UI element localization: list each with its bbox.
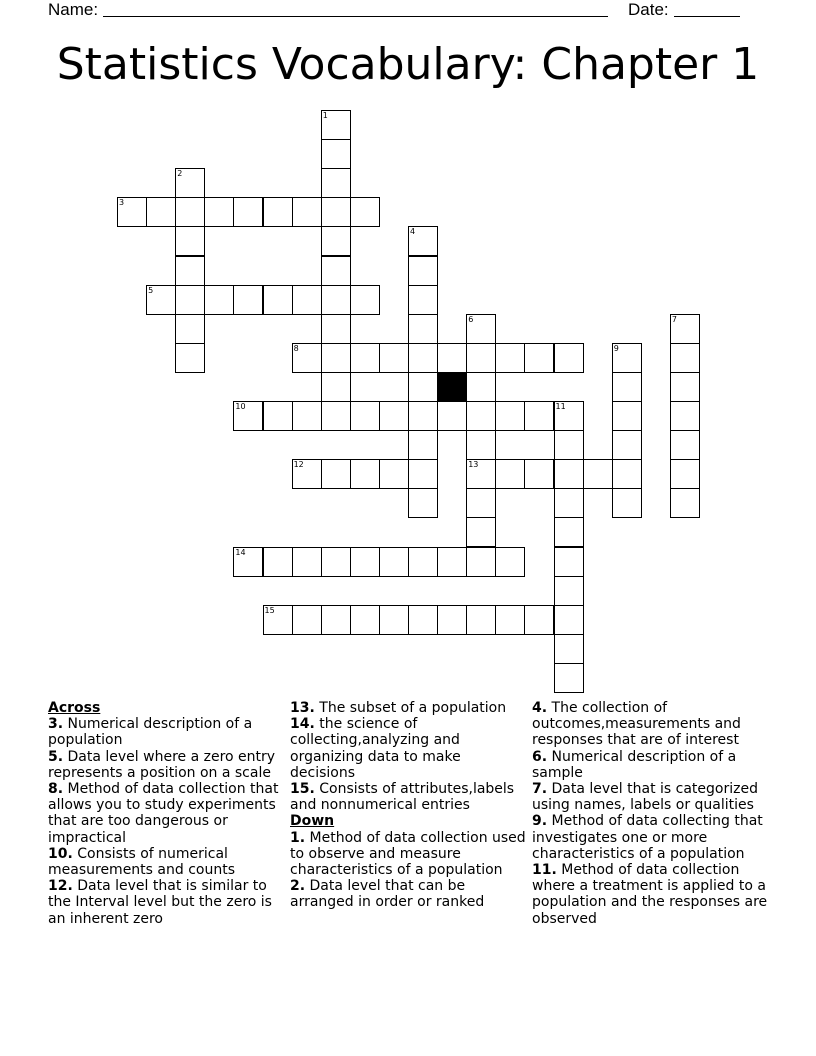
grid-cell[interactable] — [379, 459, 409, 489]
grid-cell[interactable] — [379, 547, 409, 577]
clue-number: 3 — [119, 198, 125, 208]
clue-item-text: Method of data collecting that investigates one or more characteristics of a population — [532, 813, 763, 862]
clue-item — [290, 878, 526, 910]
clue-item-number: 12. — [48, 878, 73, 895]
grid-cell[interactable] — [350, 459, 380, 489]
grid-cell[interactable] — [321, 372, 351, 402]
grid-cell[interactable] — [495, 605, 525, 635]
grid-cell[interactable] — [263, 401, 293, 431]
grid-cell[interactable] — [466, 314, 496, 344]
grid-cell[interactable] — [408, 372, 438, 402]
grid-cell[interactable] — [466, 517, 496, 547]
grid-cell[interactable] — [554, 605, 584, 635]
grid-cell[interactable] — [554, 547, 584, 577]
clue-item-text: Data level where a zero entry represents a position on a scale — [48, 748, 276, 781]
clue-item — [532, 700, 772, 749]
down-heading: Down — [290, 813, 335, 830]
grid-cell[interactable] — [321, 314, 351, 344]
grid-cell[interactable] — [321, 226, 351, 256]
clue-number: 7 — [671, 314, 677, 324]
across-heading: Across — [48, 700, 101, 716]
grid-cell[interactable] — [466, 488, 496, 518]
clue-item-text: Consists of numerical measurements and counts — [48, 845, 235, 879]
clue-item-text: Data level that is categorized using names, labels or qualities — [532, 781, 758, 814]
clue-item-number: 6. — [532, 748, 548, 765]
clue-item-number: 7. — [532, 781, 548, 798]
grid-cell[interactable] — [583, 459, 613, 489]
grid-cell[interactable] — [321, 197, 351, 227]
grid-cell[interactable] — [292, 343, 322, 373]
clue-item-text: Numerical description of a sample — [532, 748, 737, 781]
clue-item — [532, 749, 772, 781]
grid-cell[interactable] — [292, 285, 322, 315]
grid-cell[interactable] — [263, 285, 293, 315]
grid-cell[interactable] — [466, 547, 496, 577]
grid-cell[interactable] — [466, 459, 496, 489]
grid-cell[interactable] — [146, 197, 176, 227]
grid-cell[interactable] — [321, 343, 351, 373]
grid-cell[interactable] — [379, 343, 409, 373]
clue-item — [48, 716, 284, 748]
grid-cell[interactable] — [233, 547, 263, 577]
clue-item-text: Method of data collection that allows you to study experiments that are too dangerous or impractical — [48, 781, 279, 846]
grid-cell[interactable] — [175, 226, 205, 256]
clue-item-number: 5. — [48, 748, 64, 765]
grid-cell[interactable] — [554, 401, 584, 431]
grid-cell[interactable] — [612, 459, 642, 489]
grid-cell[interactable] — [408, 430, 438, 460]
grid-cell[interactable] — [554, 430, 584, 460]
clue-number: 13 — [468, 460, 479, 470]
clue-number: 15 — [264, 605, 275, 615]
grid-cell[interactable] — [670, 459, 700, 489]
grid-cell[interactable] — [612, 430, 642, 460]
clue-item — [48, 846, 284, 878]
grid-cell[interactable] — [350, 197, 380, 227]
grid-cell[interactable] — [321, 110, 351, 140]
grid-cell[interactable] — [292, 547, 322, 577]
grid-cell[interactable] — [437, 605, 467, 635]
grid-cell[interactable] — [670, 372, 700, 402]
grid-cell[interactable] — [670, 401, 700, 431]
clue-column-1 — [48, 700, 284, 927]
grid-cell[interactable] — [321, 285, 351, 315]
grid-cell[interactable] — [466, 372, 496, 402]
clue-item-text: the science of collecting,analyzing and organizing data to make decisions — [290, 716, 461, 781]
grid-cell[interactable] — [263, 547, 293, 577]
clue-item-number: 14. — [290, 716, 315, 733]
grid-cell[interactable] — [204, 197, 234, 227]
date-label: Date: — [628, 0, 669, 19]
grid-cell[interactable] — [263, 197, 293, 227]
grid-cell[interactable] — [524, 605, 554, 635]
grid-cell[interactable] — [466, 401, 496, 431]
clue-item-number: 8. — [48, 781, 64, 798]
grid-cell[interactable] — [175, 168, 205, 198]
grid-cell[interactable] — [408, 605, 438, 635]
clue-item — [532, 781, 772, 813]
grid-cell[interactable] — [321, 605, 351, 635]
grid-cell[interactable] — [350, 401, 380, 431]
clue-number: 5 — [148, 285, 154, 295]
grid-cell[interactable] — [554, 663, 584, 693]
grid-cell[interactable] — [554, 634, 584, 664]
grid-cell[interactable] — [175, 343, 205, 373]
grid-cell[interactable] — [437, 401, 467, 431]
grid-cell[interactable] — [321, 139, 351, 169]
grid-cell[interactable] — [204, 285, 234, 315]
grid-cell[interactable] — [554, 343, 584, 373]
clue-number: 11 — [555, 402, 566, 411]
grid-cell[interactable] — [408, 314, 438, 344]
clue-item-text: Consists of attributes,labels and nonnumerical entries — [290, 781, 515, 814]
grid-cell[interactable] — [292, 459, 322, 489]
grid-cell[interactable] — [408, 256, 438, 286]
grid-cell[interactable] — [350, 285, 380, 315]
grid-cell[interactable] — [612, 343, 642, 373]
grid-cell[interactable] — [292, 401, 322, 431]
clue-number: 4 — [410, 227, 416, 237]
clue-item-number: 11. — [532, 862, 557, 879]
grid-cell[interactable] — [321, 547, 351, 577]
grid-cell[interactable] — [466, 430, 496, 460]
clue-item-number: 3. — [48, 716, 64, 733]
clue-item — [532, 813, 772, 862]
black-square — [437, 372, 467, 402]
grid-cell[interactable] — [495, 401, 525, 431]
grid-cell[interactable] — [408, 226, 438, 256]
grid-cell[interactable] — [612, 401, 642, 431]
clue-item — [290, 700, 526, 716]
grid-cell[interactable] — [175, 285, 205, 315]
name-label: Name: — [48, 0, 99, 19]
clue-number: 6 — [468, 314, 474, 324]
grid-cell[interactable] — [379, 401, 409, 431]
clue-item — [48, 781, 284, 846]
grid-cell[interactable] — [612, 488, 642, 518]
clue-number: 2 — [177, 169, 183, 179]
clue-item-number: 4. — [532, 700, 548, 716]
clue-item-number: 15. — [290, 781, 315, 798]
clue-column-2 — [290, 700, 526, 911]
clue-item-number: 10. — [48, 845, 73, 862]
clue-item-number: 1. — [290, 829, 306, 846]
grid-cell[interactable] — [670, 488, 700, 518]
grid-cell[interactable] — [554, 488, 584, 518]
grid-cell[interactable] — [495, 459, 525, 489]
grid-cell[interactable] — [175, 197, 205, 227]
grid-cell[interactable] — [263, 605, 293, 635]
grid-cell[interactable] — [670, 430, 700, 460]
clue-item-text: Method of data collection where a treatment is applied to a population and the responses are observed — [532, 862, 768, 927]
grid-cell[interactable] — [350, 547, 380, 577]
clue-number: 14 — [235, 547, 246, 557]
clue-number: 10 — [235, 402, 246, 411]
grid-cell[interactable] — [321, 256, 351, 286]
clue-item — [532, 862, 772, 927]
clue-item-text: Numerical description of a population — [48, 716, 253, 749]
grid-cell[interactable] — [233, 285, 263, 315]
clue-item-text: Data level that is similar to the Interval level but the zero is an inherent zero — [48, 878, 272, 927]
grid-cell[interactable] — [554, 517, 584, 547]
grid-cell[interactable] — [524, 459, 554, 489]
grid-cell[interactable] — [175, 314, 205, 344]
clue-item — [48, 749, 284, 781]
grid-cell[interactable] — [233, 401, 263, 431]
clue-number: 1 — [322, 111, 328, 120]
grid-cell[interactable] — [524, 401, 554, 431]
grid-cell[interactable] — [554, 459, 584, 489]
grid-cell[interactable] — [321, 459, 351, 489]
grid-cell[interactable] — [554, 576, 584, 606]
grid-cell[interactable] — [495, 343, 525, 373]
grid-cell[interactable] — [350, 343, 380, 373]
grid-cell[interactable] — [612, 372, 642, 402]
grid-cell[interactable] — [117, 197, 147, 227]
grid-cell[interactable] — [437, 547, 467, 577]
grid-cell[interactable] — [495, 547, 525, 577]
grid-cell[interactable] — [408, 401, 438, 431]
page-title: Statistics Vocabulary: Chapter 1 — [56, 39, 760, 90]
grid-cell[interactable] — [321, 168, 351, 198]
clue-column-3 — [532, 700, 772, 927]
grid-cell[interactable] — [466, 343, 496, 373]
grid-cell[interactable] — [670, 343, 700, 373]
clue-item — [290, 830, 526, 879]
clue-item — [290, 716, 526, 781]
grid-cell[interactable] — [466, 605, 496, 635]
grid-cell[interactable] — [670, 314, 700, 344]
grid-cell[interactable] — [350, 605, 380, 635]
clue-item-number: 9. — [532, 813, 548, 830]
grid-cell[interactable] — [524, 343, 554, 373]
grid-cell[interactable] — [408, 343, 438, 373]
clue-item-text: Data level that can be arranged in order or ranked — [290, 878, 485, 911]
clue-number: 9 — [613, 343, 619, 353]
clue-item-text: The subset of a population — [314, 700, 507, 716]
grid-cell[interactable] — [379, 605, 409, 635]
clue-item-text: Method of data collection used to observe and measure characteristics of a population — [290, 829, 526, 879]
grid-cell[interactable] — [437, 343, 467, 373]
clue-number: 8 — [293, 343, 299, 353]
grid-cell[interactable] — [233, 197, 263, 227]
grid-cell[interactable] — [408, 285, 438, 315]
grid-cell[interactable] — [292, 197, 322, 227]
grid-cell[interactable] — [175, 256, 205, 286]
clue-item-number: 13. — [290, 700, 315, 716]
clue-item-text: The collection of outcomes,measurements and responses that are of interest — [532, 700, 741, 749]
clue-item — [48, 878, 284, 927]
grid-cell[interactable] — [321, 401, 351, 431]
clue-item-number: 2. — [290, 878, 306, 895]
grid-cell[interactable] — [146, 285, 176, 315]
grid-cell[interactable] — [408, 488, 438, 518]
grid-cell[interactable] — [292, 605, 322, 635]
clue-item — [290, 781, 526, 813]
grid-cell[interactable] — [408, 459, 438, 489]
clue-number: 12 — [293, 460, 304, 470]
grid-cell[interactable] — [408, 547, 438, 577]
